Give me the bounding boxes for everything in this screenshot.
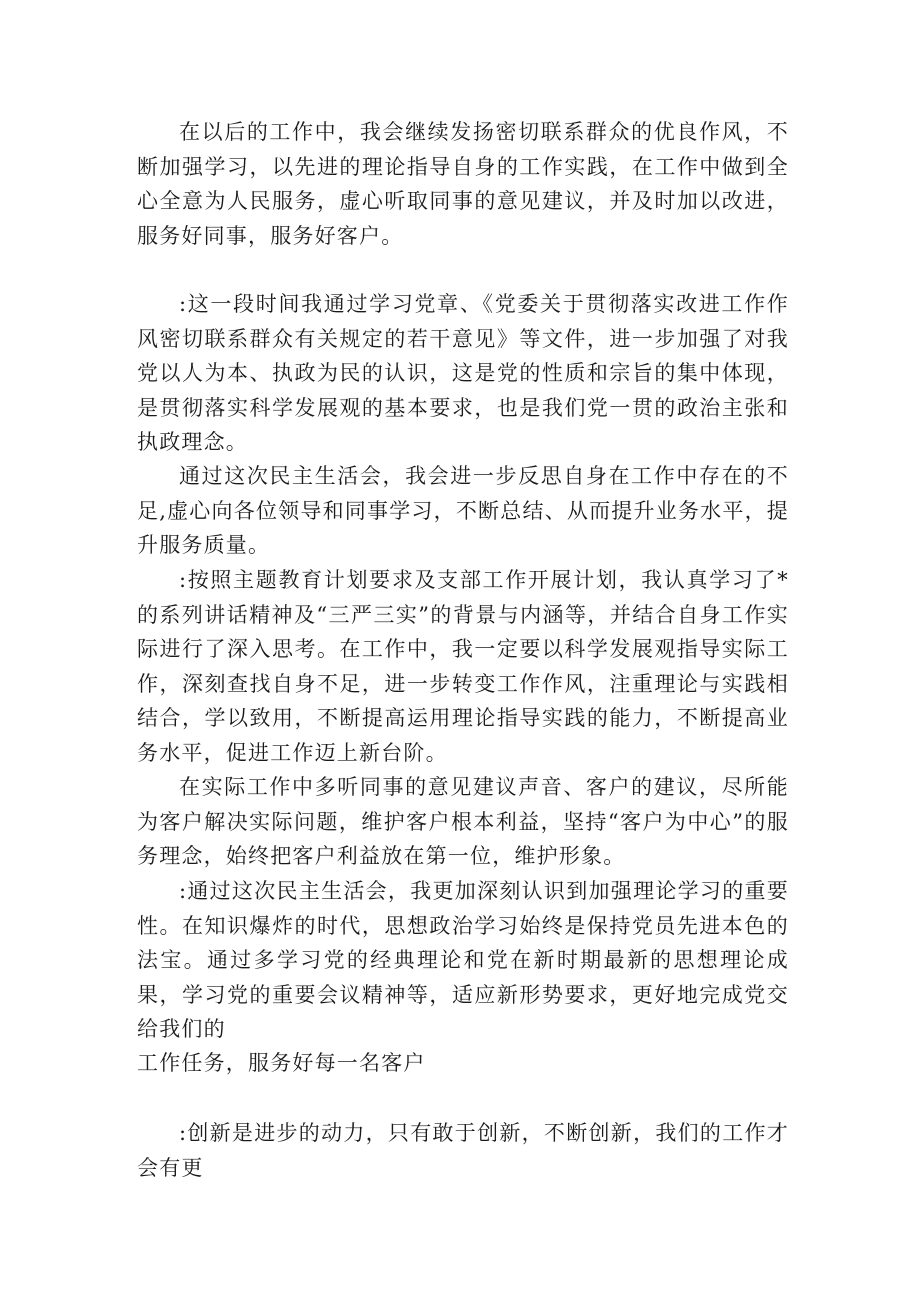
paragraph-2: :这一段时间我通过学习党章、《党委关于贯彻落实改进工作作风密切联系群众有关规定的若干意见》等文件，进一步加强了对我党以人为本、执政为民的认识，这是党的性质和宗旨的集中体现，是贯彻落实科学发展观的基本要求，也是我们党一贯的政治主张和执政理念。 xyxy=(137,292,789,454)
paragraph-1: 在以后的工作中，我会继续发扬密切联系群众的优良作风，不断加强学习，以先进的理论指导自身的工作实践，在工作中做到全心全意为人民服务，虚心听取同事的意见建议，并及时加以改进，服务好同事，服务好客户。 xyxy=(137,120,789,248)
paragraph-6: :通过这次民主生活会，我更加深刻认识到加强理论学习的重要性。在知识爆炸的时代，思想政治学习始终是保持党员先进本色的法宝。通过多学习党的经典理论和党在新时期最新的思想理论成果，学习党的重要会议精神等，适应新形势要求，更好地完成党交给我们的 xyxy=(137,879,789,1041)
paragraph-4: :按照主题教育计划要求及支部工作开展计划，我认真学习了*的系列讲话精神及“三严三实”的背景与内涵等，并结合自身工作实际进行了深入思考。在工作中，我一定要以科学发展观指导实际工作，深刻查找自身不足，进一步转变工作作风，注重理论与实践相结合，学以致用，不断提高运用理论指导实践的能力，不断提高业务水平，促进工作迈上新台阶。 xyxy=(137,568,789,765)
paragraph-5: 在实际工作中多听同事的意见建议声音、客户的建议，尽所能为客户解决实际问题，维护客户根本利益，坚持“客户为中心”的服务理念，始终把客户利益放在第一位，维护形象。 xyxy=(137,775,789,868)
paragraph-3: 通过这次民主生活会，我会进一步反思自身在工作中存在的不足,虚心向各位领导和同事学习，不断总结、从而提升业务水平，提升服务质量。 xyxy=(137,464,789,557)
paragraph-7: 工作任务，服务好每一名客户 xyxy=(137,1051,426,1075)
paragraph-8: :创新是进步的动力，只有敢于创新，不断创新，我们的工作才会有更 xyxy=(137,1121,789,1180)
